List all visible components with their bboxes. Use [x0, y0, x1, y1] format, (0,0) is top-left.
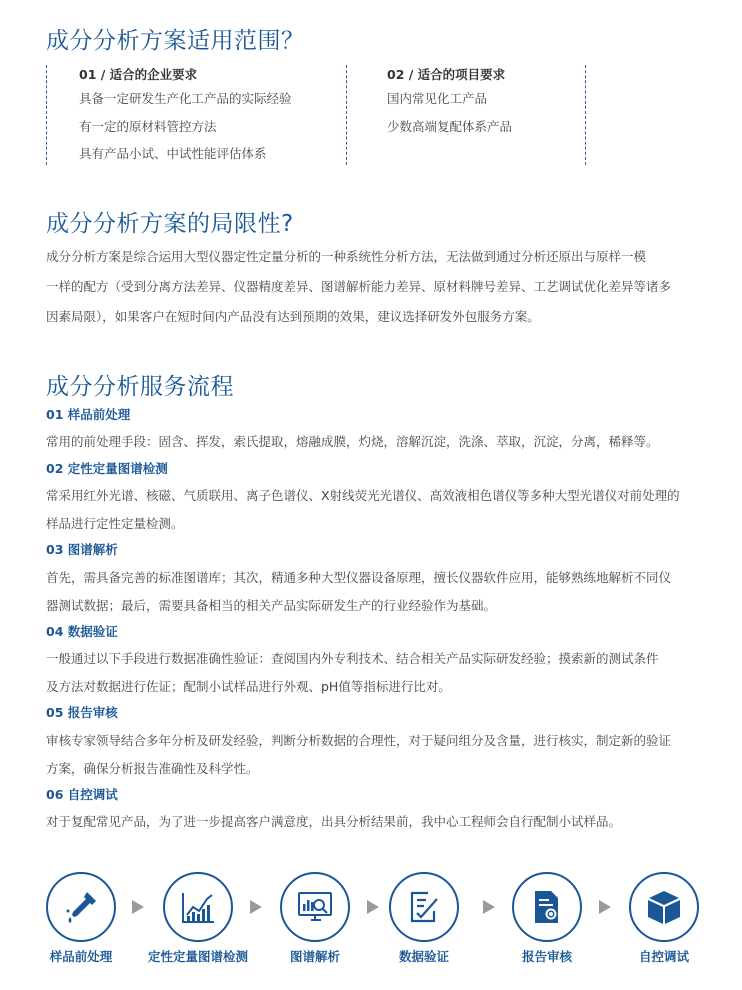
step-title: 01 样品前处理: [46, 407, 131, 422]
step-line: 样品进行定性定量检测。: [46, 516, 184, 531]
flow-label: 定性定量图谱检测: [147, 949, 248, 964]
scope-columns: [46, 65, 588, 165]
limits-heading: 成分分析方案的局限性?: [46, 211, 294, 237]
list-item: 具备一定研发生产化工产品的实际经验: [79, 91, 292, 106]
scope-heading: 成分分析方案适用范围？: [46, 28, 305, 54]
step-line: 一般通过以下手段进行数据准确性验证：查阅国内外专利技术、结合相关产品实际研发经验；摸索新的测试条件: [46, 651, 659, 666]
flow-label: 自控调试: [638, 949, 689, 964]
arrow-right-icon: [250, 900, 262, 914]
checklist-icon: [389, 872, 459, 942]
bar-chart-icon: [163, 872, 233, 942]
project-requirements-title: 02 / 适合的项目要求: [387, 67, 506, 82]
list-item: 有一定的原材料管控方法: [79, 118, 217, 134]
step-line: 器测试数据；最后，需要具备相当的相关产品实际研发生产的行业经验作为基础。: [46, 598, 497, 613]
step-title: 05 报告审核: [46, 705, 118, 720]
step-line: 审核专家领导结合多年分析及研发经验，判断分析数据的合理性，对于疑问组分及含量，进行核实，制定新的验证: [46, 733, 672, 748]
step-line: 对于复配常见产品，为了进一步提高客户满意度，出具分析结果前，我中心工程师会自行配制小试样品。: [46, 814, 622, 829]
arrow-right-icon: [367, 900, 379, 914]
process-flow: [0, 870, 742, 980]
arrow-right-icon: [599, 900, 611, 914]
cube-icon: [629, 872, 699, 942]
report-seal-icon: [512, 872, 582, 942]
flow-label: 报告审核: [521, 949, 572, 964]
flow-label: 样品前处理: [49, 949, 113, 964]
limits-line: 因素局限），如果客户在短时间内产品没有达到预期的效果，建议选择研发外包服务方案。: [46, 309, 540, 324]
enterprise-requirements: [46, 65, 345, 165]
list-item: 国内常见化工产品: [387, 91, 488, 106]
dropper-icon: [46, 872, 116, 942]
step-title: 06 自控调试: [46, 787, 118, 802]
step-line: 方案，确保分析报告准确性及科学性。: [46, 761, 259, 776]
step-title: 02 定性定量图谱检测: [46, 461, 168, 476]
project-requirements: [346, 65, 586, 165]
list-item: 具有产品小试、中试性能评估体系: [79, 146, 267, 161]
arrow-right-icon: [483, 900, 495, 914]
step-line: 首先，需具备完善的标准图谱库；其次，精通多种大型仪器设备原理，擅长仪器软件应用，能够熟练地解析不同仪: [46, 570, 672, 585]
step-line: 常采用红外光谱、核磁、气质联用、离子色谱仪、X射线荧光光谱仪、高效液相色谱仪等多种大型光谱仪对前处理的: [46, 488, 680, 503]
step-line: 及方法对数据进行佐证；配制小试样品进行外观、pH值等指标进行比对。: [46, 679, 451, 694]
monitor-search-icon: [280, 872, 350, 942]
limits-line: 一样的配方（受到分离方法差异、仪器精度差异、图谱解析能力差异、原材料牌号差异、工艺调试优化差异等诸多: [46, 279, 672, 294]
enterprise-requirements-title: 01 / 适合的企业要求: [79, 67, 198, 82]
step-title: 04 数据验证: [46, 624, 118, 639]
list-item: 少数高端复配体系产品: [387, 118, 513, 134]
flow-label: 图谱解析: [289, 949, 340, 964]
flow-label: 数据验证: [398, 949, 449, 964]
limits-line: 成分分析方案是综合运用大型仪器定性定量分析的一种系统性分析方法，无法做到通过分析还原出与原样一模: [46, 249, 647, 264]
step-line: 常用的前处理手段：固含、挥发，索氏提取，熔融成膜，灼烧，溶解沉淀，洗涤、萃取，沉淀，分离，稀释等。: [46, 434, 659, 449]
process-heading: 成分分析服务流程: [46, 374, 234, 400]
step-title: 03 图谱解析: [46, 542, 118, 557]
arrow-right-icon: [132, 900, 144, 914]
